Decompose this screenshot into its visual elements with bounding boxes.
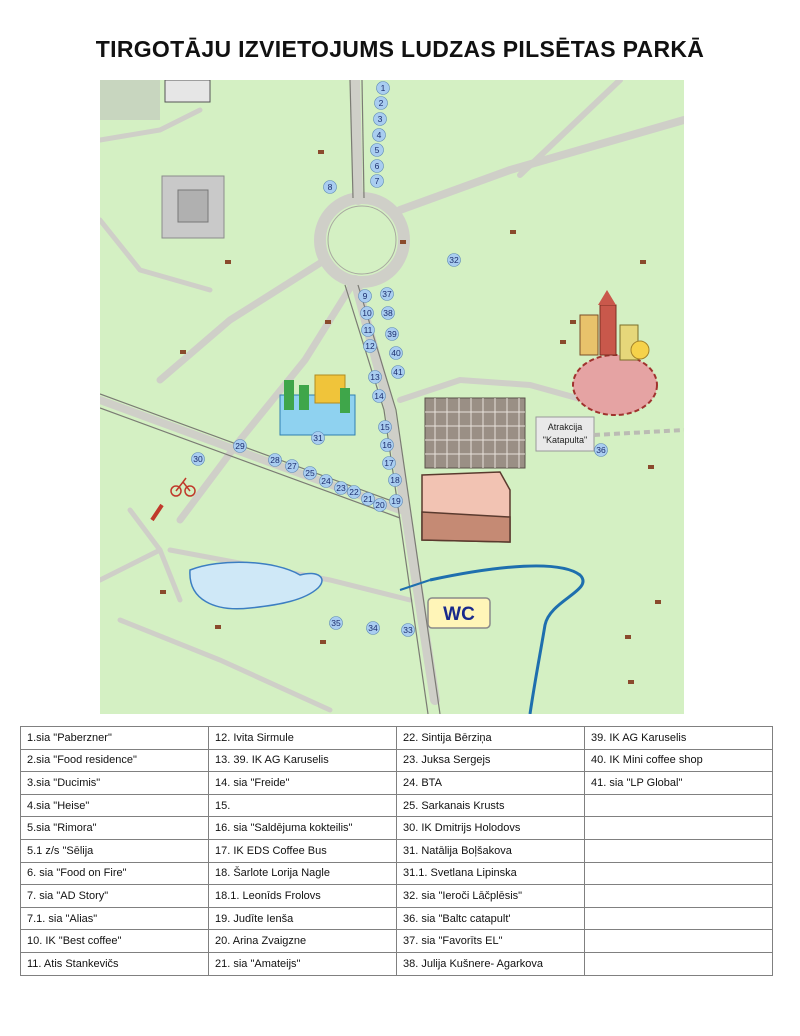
legend-cell: 37. sia "Favorīts EL" bbox=[397, 930, 585, 953]
legend-cell: 19. Judīte Ienša bbox=[209, 907, 397, 930]
stall-marker-label: 4 bbox=[376, 130, 382, 140]
legend-cell: 21. sia "Amateijs" bbox=[209, 952, 397, 975]
legend-cell: 3.sia "Ducimis" bbox=[21, 772, 209, 795]
stall-marker bbox=[390, 347, 403, 360]
legend-row bbox=[21, 885, 773, 908]
legend-cell bbox=[585, 817, 773, 840]
stall-marker bbox=[382, 307, 395, 320]
stall-marker bbox=[392, 366, 405, 379]
svg-text:Atrakcija: Atrakcija bbox=[547, 422, 583, 432]
stall-marker bbox=[286, 460, 299, 473]
legend-cell: 17. IK EDS Coffee Bus bbox=[209, 839, 397, 862]
stall-marker bbox=[389, 474, 402, 487]
legend-cell: 5.1 z/s "Sēlija bbox=[21, 839, 209, 862]
stall-marker bbox=[381, 439, 394, 452]
legend-cell: 41. sia "LP Global" bbox=[585, 772, 773, 795]
legend-cell bbox=[585, 862, 773, 885]
legend-cell: 22. Sintija Bērziņa bbox=[397, 727, 585, 750]
stall-marker-label: 31 bbox=[313, 433, 323, 443]
stall-marker-label: 18 bbox=[390, 475, 400, 485]
stall-marker-label: 19 bbox=[391, 496, 401, 506]
legend-cell: 14. sia "Freide" bbox=[209, 772, 397, 795]
stall-marker bbox=[371, 160, 384, 173]
stall-marker bbox=[335, 482, 348, 495]
bouncy-castle bbox=[280, 375, 355, 435]
stall-marker-label: 5 bbox=[374, 145, 380, 155]
stall-marker bbox=[379, 421, 392, 434]
stall-marker bbox=[320, 475, 333, 488]
attraction-label bbox=[536, 417, 594, 451]
legend-row bbox=[21, 839, 773, 862]
legend-cell bbox=[585, 907, 773, 930]
legend-cell: 1.sia "Paberzner" bbox=[21, 727, 209, 750]
market-stalls-grid bbox=[425, 398, 525, 468]
legend-cell: 31.1. Svetlana Lipinska bbox=[397, 862, 585, 885]
stall-marker-label: 33 bbox=[403, 625, 413, 635]
stall-marker bbox=[362, 324, 375, 337]
stall-marker bbox=[374, 499, 387, 512]
legend-cell: 15. bbox=[209, 794, 397, 817]
legend-cell: 30. IK Dmitrijs Holodovs bbox=[397, 817, 585, 840]
stall-marker bbox=[386, 328, 399, 341]
legend-cell: 10. IK "Best coffee" bbox=[21, 930, 209, 953]
stall-marker-label: 24 bbox=[321, 476, 331, 486]
stall-marker-label: 36 bbox=[596, 445, 606, 455]
park-map bbox=[100, 80, 684, 714]
stall-marker bbox=[304, 467, 317, 480]
legend-cell: 20. Arina Zvaigzne bbox=[209, 930, 397, 953]
stall-marker bbox=[374, 113, 387, 126]
stall-marker-label: 9 bbox=[362, 291, 368, 301]
stall-marker bbox=[312, 432, 325, 445]
stall-marker bbox=[361, 307, 374, 320]
stall-marker-label: 34 bbox=[368, 623, 378, 633]
stall-marker-label: 15 bbox=[380, 422, 390, 432]
stall-marker-label: 7 bbox=[374, 176, 380, 186]
stall-marker-label: 2 bbox=[378, 98, 384, 108]
stall-marker-label: 39 bbox=[387, 329, 397, 339]
stall-marker bbox=[364, 340, 377, 353]
stall-marker-label: 30 bbox=[193, 454, 203, 464]
stall-marker bbox=[390, 495, 403, 508]
legend-cell: 7.1. sia "Alias" bbox=[21, 907, 209, 930]
legend-cell bbox=[585, 794, 773, 817]
stall-marker-label: 32 bbox=[449, 255, 459, 265]
legend-cell: 18. Šarlote Lorija Nagle bbox=[209, 862, 397, 885]
stall-marker bbox=[234, 440, 247, 453]
stall-marker-label: 21 bbox=[363, 494, 373, 504]
legend-row bbox=[21, 749, 773, 772]
legend-cell: 4.sia "Heise" bbox=[21, 794, 209, 817]
legend-cell: 5.sia "Rimora" bbox=[21, 817, 209, 840]
stall-marker bbox=[371, 144, 384, 157]
stall-marker bbox=[373, 390, 386, 403]
stall-marker-label: 12 bbox=[365, 341, 375, 351]
legend-cell: 18.1. Leonīds Frolovs bbox=[209, 885, 397, 908]
legend-row bbox=[21, 907, 773, 930]
building bbox=[165, 80, 210, 102]
legend-cell: 11. Atis Stankevičs bbox=[21, 952, 209, 975]
stall-marker bbox=[402, 624, 415, 637]
stall-marker-label: 14 bbox=[374, 391, 384, 401]
stall-marker-label: 3 bbox=[377, 114, 383, 124]
legend-cell: 38. Julija Kušnere- Agarkova bbox=[397, 952, 585, 975]
legend-cell: 24. BTA bbox=[397, 772, 585, 795]
legend-cell bbox=[585, 885, 773, 908]
legend-cell: 25. Sarkanais Krusts bbox=[397, 794, 585, 817]
wc-sign bbox=[428, 598, 490, 628]
aerial-patch bbox=[100, 80, 160, 120]
stall-marker-label: 28 bbox=[270, 455, 280, 465]
stall-marker bbox=[381, 288, 394, 301]
legend-cell bbox=[585, 930, 773, 953]
legend-row bbox=[21, 794, 773, 817]
stall-marker bbox=[348, 486, 361, 499]
legend-row bbox=[21, 817, 773, 840]
stall-marker-label: 29 bbox=[235, 441, 245, 451]
stall-marker-label: 25 bbox=[305, 468, 315, 478]
stall-marker-label: 13 bbox=[370, 372, 380, 382]
legend-cell: 40. IK Mini coffee shop bbox=[585, 749, 773, 772]
stall-marker bbox=[377, 82, 390, 95]
legend-row bbox=[21, 930, 773, 953]
stage-building bbox=[422, 472, 510, 542]
page-title: TIRGOTĀJU IZVIETOJUMS LUDZAS PILSĒTAS PARKĀ bbox=[95, 36, 705, 62]
stall-marker-label: 8 bbox=[327, 182, 333, 192]
stall-marker-label: 35 bbox=[331, 618, 341, 628]
legend-cell bbox=[585, 839, 773, 862]
stall-marker bbox=[595, 444, 608, 457]
stall-marker-label: 38 bbox=[383, 308, 393, 318]
stall-marker bbox=[269, 454, 282, 467]
stall-marker bbox=[373, 129, 386, 142]
stall-marker-label: 27 bbox=[287, 461, 297, 471]
legend-cell: 23. Juksa Sergejs bbox=[397, 749, 585, 772]
stall-marker-label: 23 bbox=[336, 483, 346, 493]
legend-row bbox=[21, 727, 773, 750]
stall-marker bbox=[369, 371, 382, 384]
stall-marker-label: 11 bbox=[363, 325, 373, 335]
svg-text:WC: WC bbox=[443, 604, 475, 625]
stall-marker bbox=[383, 457, 396, 470]
legend-cell: 36. sia "Baltc catapult' bbox=[397, 907, 585, 930]
monument bbox=[162, 176, 224, 238]
legend-cell: 39. IK AG Karuselis bbox=[585, 727, 773, 750]
legend-cell: 2.sia "Food residence" bbox=[21, 749, 209, 772]
stall-marker-label: 37 bbox=[382, 289, 392, 299]
stall-marker-label: 1 bbox=[380, 83, 386, 93]
legend-cell: 16. sia "Saldējuma kokteilis" bbox=[209, 817, 397, 840]
legend-cell: 7. sia "AD Story" bbox=[21, 885, 209, 908]
legend-cell: 13. 39. IK AG Karuselis bbox=[209, 749, 397, 772]
legend-cell: 31. Natālija Boļšakova bbox=[397, 839, 585, 862]
roundabout-island bbox=[328, 206, 396, 274]
stall-marker-label: 41 bbox=[393, 367, 403, 377]
stall-marker bbox=[367, 622, 380, 635]
stall-marker bbox=[359, 290, 372, 303]
stall-marker bbox=[371, 175, 384, 188]
stall-marker bbox=[375, 97, 388, 110]
stall-marker-label: 17 bbox=[384, 458, 394, 468]
stall-marker-label: 22 bbox=[349, 487, 359, 497]
legend-cell: 6. sia "Food on Fire" bbox=[21, 862, 209, 885]
stall-marker-label: 20 bbox=[375, 500, 385, 510]
legend-cell: 32. sia "Ieroči Lāčplēsis" bbox=[397, 885, 585, 908]
svg-text:"Katapulta": "Katapulta" bbox=[542, 435, 588, 445]
legend-row bbox=[21, 772, 773, 795]
stall-marker bbox=[448, 254, 461, 267]
stall-marker-label: 40 bbox=[391, 348, 401, 358]
legend-row bbox=[21, 862, 773, 885]
stall-marker-label: 10 bbox=[362, 308, 372, 318]
stall-marker-label: 6 bbox=[374, 161, 380, 171]
vendor-legend-table bbox=[20, 726, 773, 976]
stall-marker-label: 16 bbox=[382, 440, 392, 450]
legend-row bbox=[21, 952, 773, 975]
legend-cell: 12. Ivita Sirmule bbox=[209, 727, 397, 750]
stall-marker bbox=[324, 181, 337, 194]
stall-marker bbox=[192, 453, 205, 466]
legend-cell bbox=[585, 952, 773, 975]
stall-marker bbox=[362, 493, 375, 506]
stall-marker bbox=[330, 617, 343, 630]
